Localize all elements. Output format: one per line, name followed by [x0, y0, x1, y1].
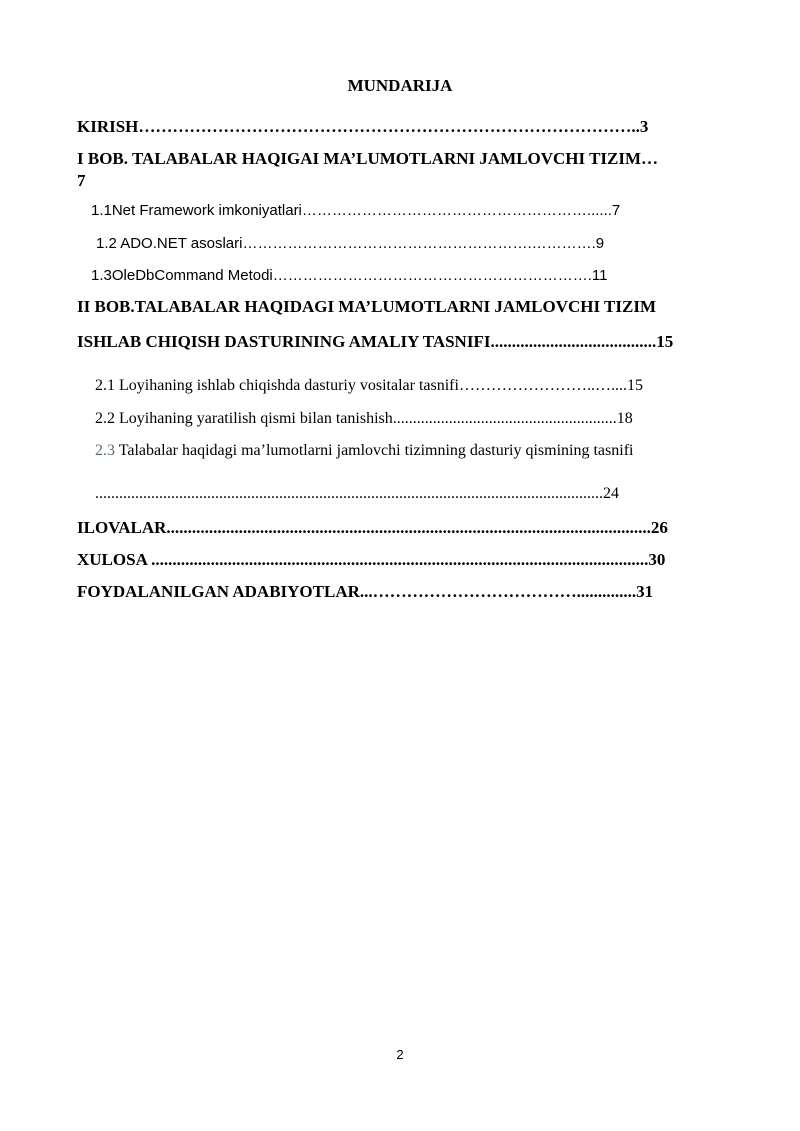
toc-entry-ilovalar: ILOVALAR..................................................................................................................26 — [77, 518, 668, 537]
toc-entry-2-1: 2.1 Loyihaning ishlab chiqishda dasturiy vositalar tasnifi……………………..…....15 — [95, 377, 643, 394]
toc-entry-2-2: 2.2 Loyihaning yaratilish qismi bilan tanishish........................................................18 — [95, 410, 633, 427]
toc-entry-1-1: 1.1Net Framework imkoniyatlari…………………………………………………......7 — [91, 202, 621, 219]
toc-entry-bob1-line2: 7 — [77, 171, 86, 190]
toc-entry-2-3 — [95, 442, 735, 460]
toc-entry-foydalanilgan-adabiyotlar: FOYDALANILGAN ADABIYOTLAR...………………………………..............31 — [77, 582, 654, 601]
toc-entry-2-3-text: Talabalar haqidagi ma’lumotlarni jamlovchi tizimning dasturiy qismining tasnifi — [115, 442, 634, 459]
toc-entry-bob2-line2: ISHLAB CHIQISH DASTURINING AMALIY TASNIFI.......................................15 — [77, 332, 674, 351]
toc-entry-2-3-number: 2.3 — [95, 442, 115, 459]
toc-entry-bob1-line1: I BOB. TALABALAR HAQIGAI MA’LUMOTLARNI JAMLOVCHI TIZIM… — [77, 149, 659, 168]
toc-entry-bob2-line1: II BOB.TALABALAR HAQIDAGI MA’LUMOTLARNI JAMLOVCHI TIZIM — [77, 297, 656, 316]
toc-entry-2-3-leader: ...............................................................................................................................24 — [95, 485, 619, 502]
toc-entry-kirish: KIRISH……………………………………………………………………………..3 — [77, 117, 649, 136]
page-number: 2 — [396, 1047, 404, 1062]
toc-entry-1-2: 1.2 ADO.NET asoslari………………………………………………….………….9 — [96, 235, 605, 252]
toc-entry-xulosa: XULOSA .....................................................................................................................30 — [77, 550, 666, 569]
toc-entry-1-3: 1.3OleDbCommand Metodi……………………………………………………….11 — [91, 267, 608, 284]
toc-title: MUNDARIJA — [347, 76, 453, 95]
